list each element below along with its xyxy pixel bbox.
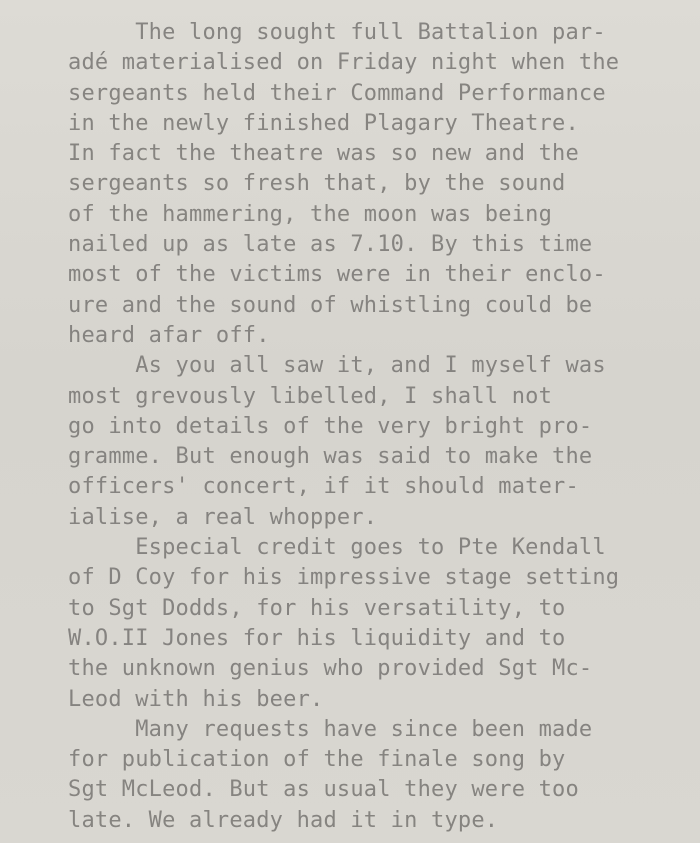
text-line: ure and the sound of whistling could be	[68, 292, 593, 318]
text-line: sergeants held their Command Performance	[68, 80, 606, 106]
text-line: The long sought full Battalion par-	[68, 20, 606, 45]
text-line: Many requests have since been made	[68, 716, 593, 742]
text-line: In fact the theatre was so new and the	[68, 141, 579, 167]
text-line: nailed up as late as 7.10. By this time	[68, 232, 593, 258]
text-line: As you all saw it, and I myself was	[68, 353, 606, 379]
text-line: late. We already had it in type.	[68, 807, 499, 833]
text-line: Sgt McLeod. But as usual they were too	[68, 777, 579, 803]
text-line: most of the victims were in their enclo-	[68, 262, 606, 288]
text-line: officers' concert, if it should mater-	[68, 474, 579, 500]
text-line: of D Coy for his impressive stage setting	[68, 565, 620, 591]
text-line: Leod with his beer.	[68, 686, 324, 712]
text-line: of the hammering, the moon was being	[68, 201, 553, 227]
text-line: to Sgt Dodds, for his versatility, to	[68, 595, 566, 621]
text-line: Especial credit goes to Pte Kendall	[68, 535, 606, 561]
text-line: in the newly finished Plagary Theatre.	[68, 110, 579, 136]
text-line: ialise, a real whopper.	[68, 504, 378, 530]
text-line: heard afar off.	[68, 322, 270, 348]
text-line: go into details of the very bright pro-	[68, 413, 593, 439]
text-line: for publication of the finale song by	[68, 747, 566, 773]
text-line: gramme. But enough was said to make the	[68, 444, 593, 470]
text-line: sergeants so fresh that, by the sound	[68, 171, 566, 197]
text-line: W.O.II Jones for his liquidity and to	[68, 625, 566, 651]
text-line: most grevously libelled, I shall not	[68, 383, 553, 409]
text-line: the unknown genius who provided Sgt Mc-	[68, 656, 593, 682]
text-line: adé materialised on Friday night when the	[68, 50, 620, 76]
article-text	[68, 18, 693, 836]
